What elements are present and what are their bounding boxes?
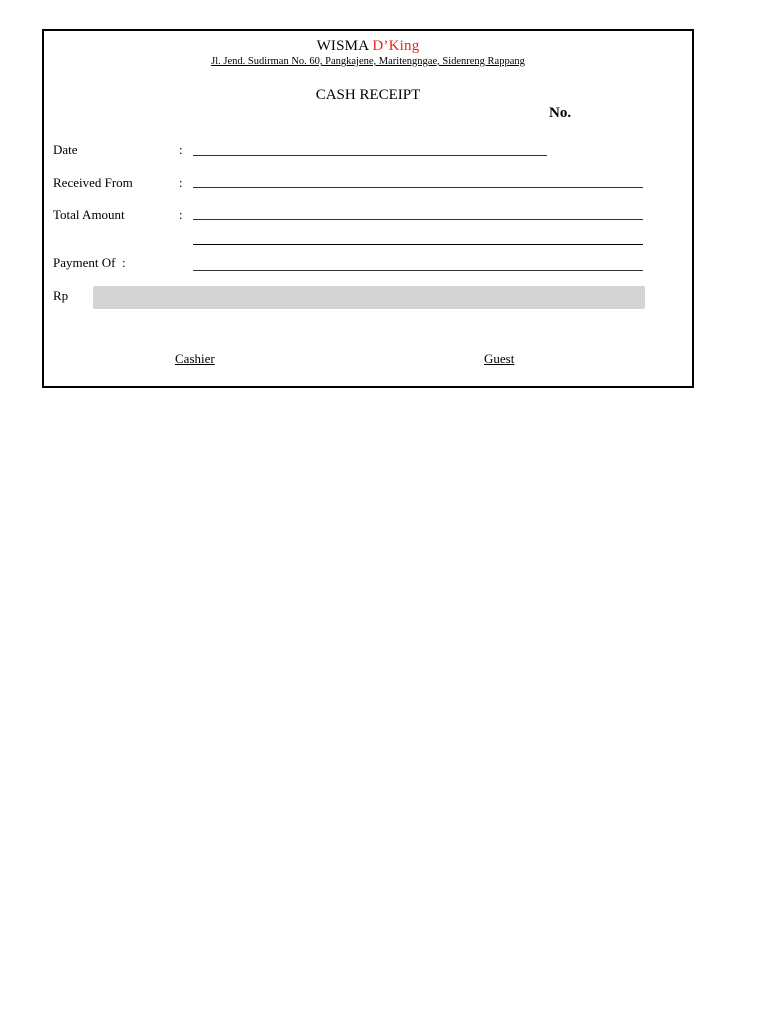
address-line: Jl. Jend. Sudirman No. 60, Pangkajene, Maritengngae, Sidenreng Rappang: [211, 56, 525, 67]
received-from-colon: :: [179, 175, 183, 190]
total-amount-field-line-2[interactable]: [193, 244, 643, 245]
total-amount-field-line[interactable]: [193, 219, 643, 220]
brand-prefix: WISMA: [316, 38, 369, 54]
payment-of-label: [53, 255, 126, 271]
brand-name: D’King: [372, 38, 420, 54]
total-amount-colon: :: [179, 207, 183, 222]
brand-title: [44, 38, 692, 55]
amount-box[interactable]: [93, 286, 645, 309]
receipt-number-label: No.: [549, 105, 572, 121]
date-field-line[interactable]: [193, 155, 547, 156]
payment-of-field-line[interactable]: [193, 270, 643, 271]
payment-of-text: Payment Of: [53, 255, 116, 270]
guest-signature-label: Guest: [484, 351, 515, 366]
document-title: CASH RECEIPT: [315, 87, 421, 103]
date-colon: :: [179, 142, 183, 157]
received-from-label: Received From: [53, 175, 133, 190]
total-amount-label: Total Amount: [53, 207, 125, 222]
cash-receipt-form: [42, 29, 694, 388]
date-label: Date: [53, 142, 78, 157]
received-from-field-line[interactable]: [193, 187, 643, 188]
payment-of-colon: :: [121, 255, 126, 270]
cashier-signature-label: Cashier: [175, 351, 215, 366]
currency-label: Rp: [53, 288, 69, 303]
